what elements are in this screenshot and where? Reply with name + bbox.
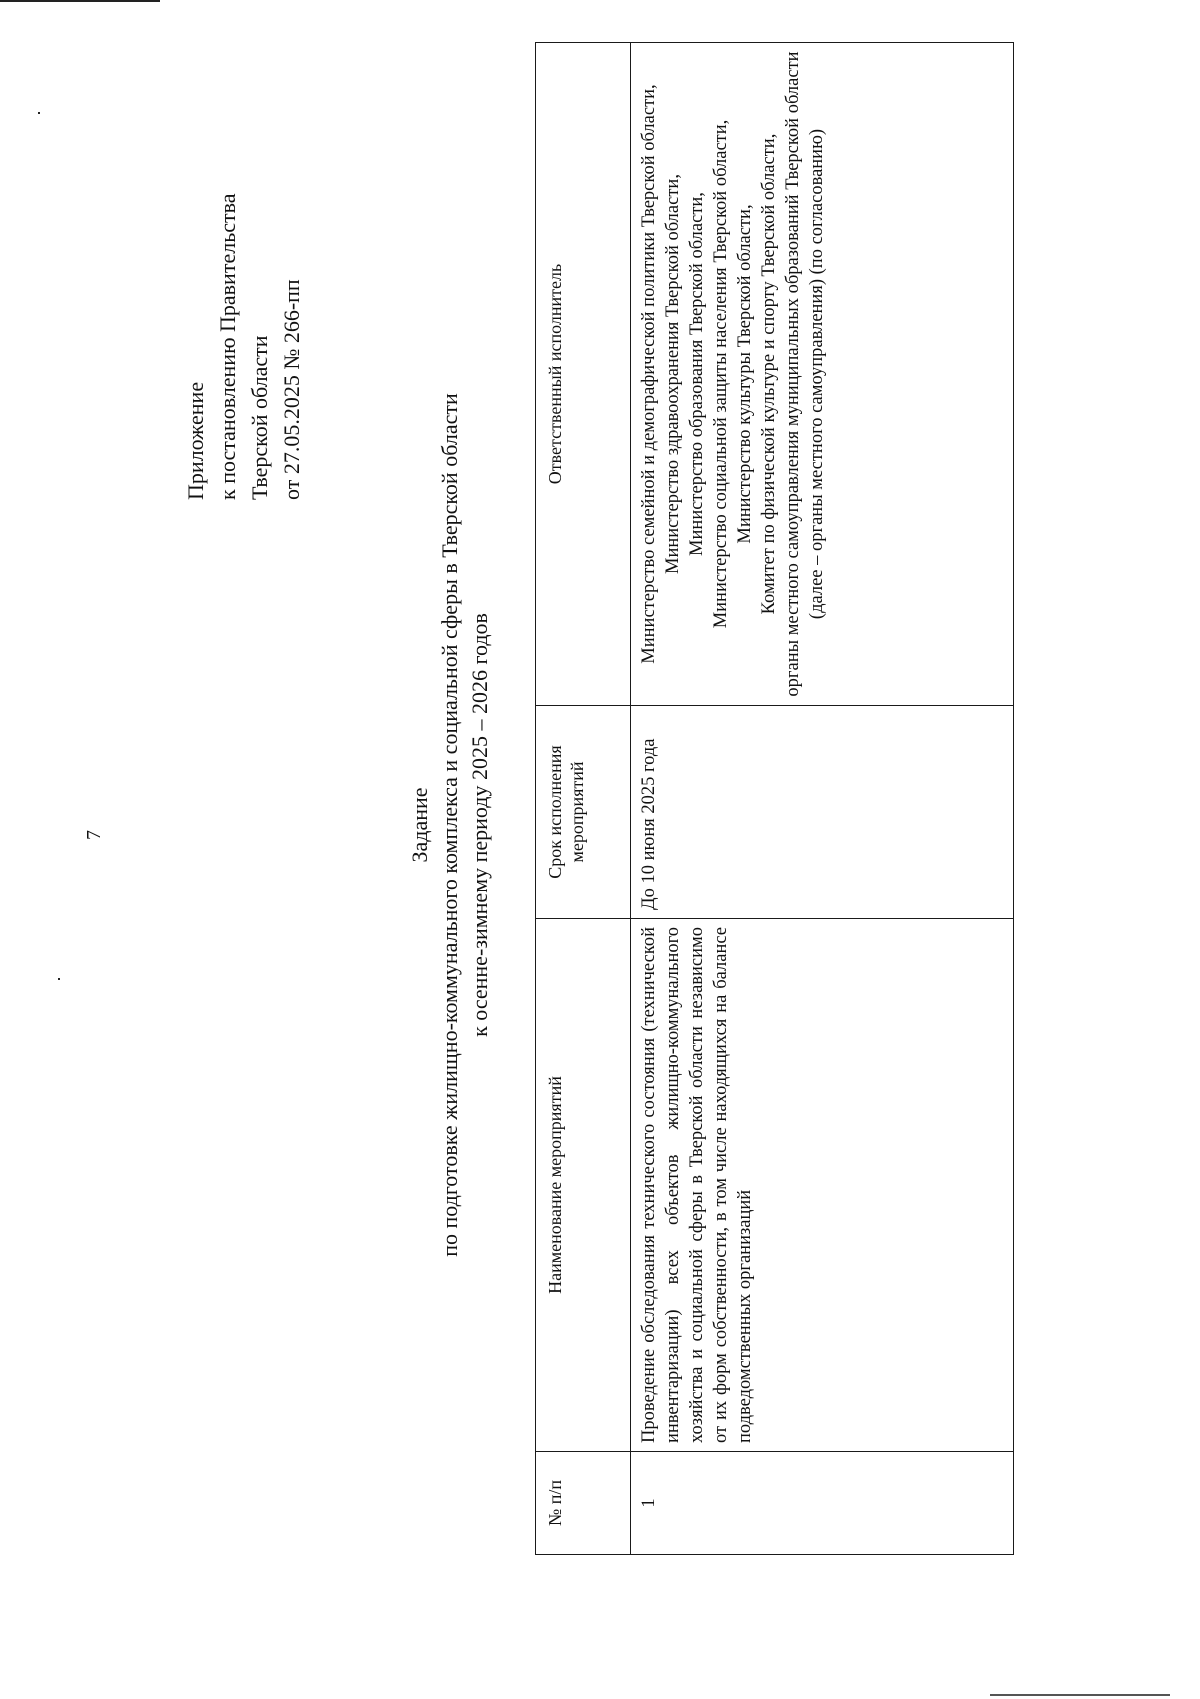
responsible-line: Министерство образования Тверской области, — [687, 192, 707, 556]
title-line: Задание — [407, 787, 432, 863]
header-number: № п/п — [536, 1452, 631, 1555]
document-title — [405, 25, 495, 1625]
title-line: к осенне-зимнему периоду 2025 – 2026 годов — [467, 613, 492, 1037]
header-responsible: Ответственный исполнитель — [536, 43, 631, 706]
page-number: 7 — [83, 830, 105, 840]
appendix-line: к постановлению Правительства — [215, 193, 240, 500]
row-responsible — [631, 43, 1014, 706]
measures-table — [535, 42, 1014, 1555]
responsible-line: органы местного самоуправления муниципальных образований Тверской области (далее – органы местного самоуправления) (по согласованию) — [783, 51, 827, 697]
responsible-line: Министерство социальной защиты населения Тверской области, — [711, 119, 731, 629]
appendix-line: Тверской области — [247, 335, 272, 500]
header-term: Срок исполнения мероприятий — [536, 706, 631, 919]
appendix-line: от 27.05.2025 № 266-пп — [279, 279, 304, 500]
rotated-document-page — [0, 25, 1200, 1625]
responsible-line: Министерство семейной и демографической политики Тверской области, — [639, 84, 659, 664]
scan-edge-mark — [990, 1694, 1170, 1696]
appendix-header — [180, 194, 308, 500]
scan-edge-mark — [0, 0, 160, 2]
appendix-line: Приложение — [183, 381, 208, 500]
table-header-row — [536, 43, 631, 1555]
row-measure-name: Проведение обследования технического состояния (технической инвентаризации) всех объектов жилищно-коммунального хозяйства и социальной сферы в Тверской области независимо от их форм собственности, в том числе находящихся на балансе подведомственных организаций — [631, 919, 1014, 1452]
responsible-line: Комитет по физической культуре и спорту Тверской области, — [759, 133, 779, 615]
row-number: 1 — [631, 1452, 1014, 1555]
title-line: по подготовке жилищно-коммунального комплекса и социальной сферы в Тверской области — [437, 393, 462, 1257]
responsible-line: Министерство культуры Тверской области, — [735, 204, 755, 544]
header-name: Наименование мероприятий — [536, 919, 631, 1452]
table-row — [631, 43, 1014, 1555]
row-term: До 10 июня 2025 года — [631, 706, 1014, 919]
responsible-line: Министерство здравоохранения Тверской области, — [663, 174, 683, 574]
